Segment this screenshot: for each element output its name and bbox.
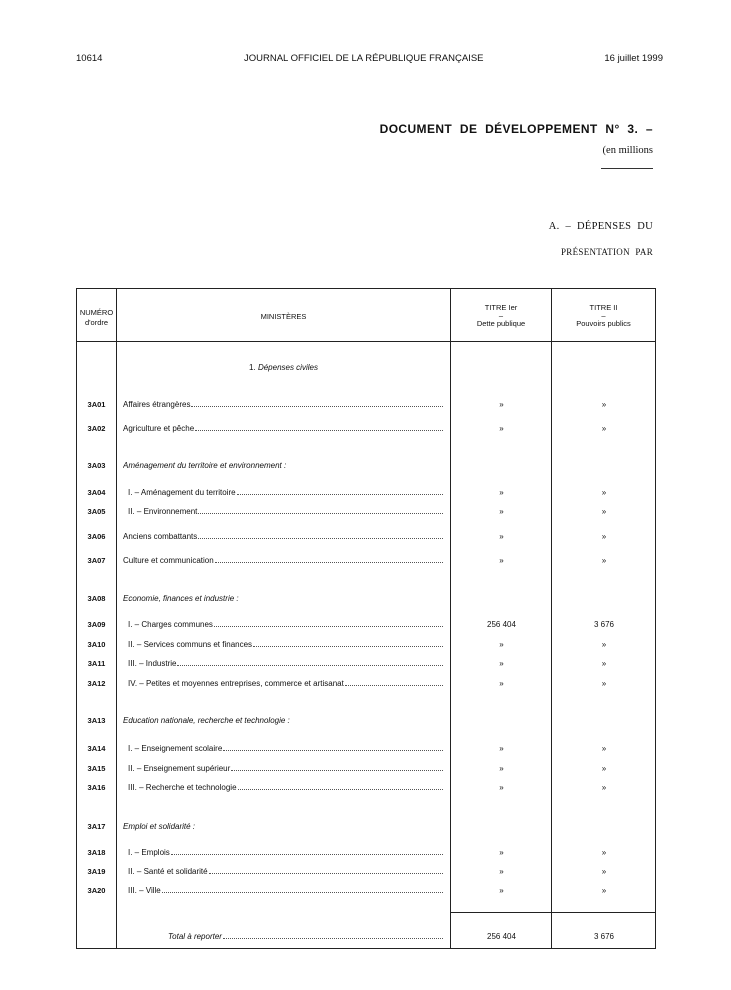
row-value-titre1: » bbox=[499, 744, 504, 753]
row-label bbox=[128, 488, 443, 497]
row-code: 3A17 bbox=[87, 822, 106, 831]
leader-dots bbox=[214, 626, 443, 627]
row-label-text: I. – Aménagement du territoire bbox=[128, 488, 236, 497]
row-label-text: I. – Enseignement scolaire bbox=[128, 744, 223, 753]
row-label bbox=[128, 620, 443, 629]
row-label bbox=[128, 659, 443, 668]
presentation-heading: PRÉSENTATION PAR bbox=[560, 247, 653, 257]
page-number: 10614 bbox=[76, 53, 103, 64]
journal-title: JOURNAL OFFICIEL DE LA RÉPUBLIQUE FRANÇAISE bbox=[244, 53, 484, 64]
row-label-text: Emploi et solidarité : bbox=[123, 822, 196, 831]
header-numero-line1: NUMÉRO bbox=[79, 308, 114, 317]
header-bottom-rule bbox=[76, 341, 656, 342]
leader-dots bbox=[198, 513, 443, 514]
row-label-text: Affaires étrangères bbox=[123, 400, 191, 409]
header-numero bbox=[77, 308, 116, 328]
row-code: 3A16 bbox=[87, 783, 106, 792]
leader-dots bbox=[191, 406, 443, 407]
leader-dots bbox=[177, 665, 443, 666]
row-label-text: II. – Enseignement supérieur bbox=[128, 764, 231, 773]
leader-dots bbox=[223, 938, 443, 939]
row-value-titre1: » bbox=[499, 532, 504, 541]
leader-dots bbox=[253, 646, 443, 647]
row-code: 3A13 bbox=[87, 716, 106, 725]
leader-dots bbox=[209, 873, 443, 874]
row-value-titre2: » bbox=[601, 744, 607, 753]
leader-dots bbox=[162, 892, 443, 893]
total-top-rule bbox=[450, 912, 656, 913]
header-titre1 bbox=[451, 303, 551, 329]
row-label bbox=[128, 886, 443, 895]
row-label bbox=[128, 783, 443, 792]
row-code: 3A10 bbox=[87, 640, 106, 649]
row-code: 3A19 bbox=[87, 867, 106, 876]
row-label bbox=[123, 424, 443, 433]
row-code: 3A11 bbox=[87, 659, 106, 668]
row-code: 3A15 bbox=[87, 764, 106, 773]
header-titre1-line3: Dette publique bbox=[476, 319, 526, 328]
row-value-titre1: » bbox=[499, 679, 504, 688]
row-value-titre1: » bbox=[499, 764, 504, 773]
row-label-text: Economie, finances et industrie : bbox=[123, 594, 239, 603]
row-value-titre1: » bbox=[499, 424, 504, 433]
row-code: 3A08 bbox=[87, 594, 106, 603]
total-label bbox=[168, 932, 443, 941]
row-label-text: II. – Services communs et finances bbox=[128, 640, 253, 649]
row-label bbox=[128, 744, 443, 753]
row-label bbox=[128, 507, 443, 516]
leader-dots bbox=[223, 750, 443, 751]
row-value-titre1: » bbox=[499, 886, 504, 895]
header-titre1-line2: – bbox=[498, 311, 504, 320]
row-group-heading bbox=[123, 461, 443, 470]
row-value-titre2: » bbox=[601, 679, 607, 688]
row-label-text: II. – Environnement bbox=[128, 507, 198, 516]
row-code: 3A01 bbox=[87, 400, 106, 409]
unit-note: (en millions bbox=[602, 145, 653, 156]
row-label bbox=[128, 640, 443, 649]
table-top-rule bbox=[76, 288, 656, 289]
row-code: 3A18 bbox=[87, 848, 106, 857]
header-titre2-line2: – bbox=[601, 311, 606, 320]
row-value-titre2: » bbox=[601, 848, 607, 857]
row-value-titre1: » bbox=[499, 783, 504, 792]
row-code: 3A06 bbox=[87, 532, 106, 541]
row-code: 3A07 bbox=[87, 556, 106, 565]
row-label-text: Agriculture et pêche bbox=[123, 424, 195, 433]
leader-dots bbox=[198, 538, 443, 539]
row-code: 3A09 bbox=[87, 620, 106, 629]
row-label bbox=[128, 867, 443, 876]
table-bottom-rule bbox=[76, 948, 656, 949]
leader-dots bbox=[238, 789, 443, 790]
row-value-titre1: » bbox=[499, 640, 504, 649]
row-code: 3A20 bbox=[87, 886, 106, 895]
row-value-titre2: » bbox=[601, 659, 607, 668]
unit-rule bbox=[601, 168, 653, 169]
row-label-text: IV. – Petites et moyennes entreprises, commerce et artisanat bbox=[128, 679, 344, 688]
row-label-text: I. – Charges communes bbox=[128, 620, 213, 629]
row-value-titre1: » bbox=[499, 400, 504, 409]
header-ministeres: MINISTÈRES bbox=[260, 312, 307, 321]
row-code: 3A14 bbox=[87, 744, 106, 753]
row-label-text: III. – Industrie bbox=[128, 659, 177, 668]
row-code: 3A05 bbox=[87, 507, 106, 516]
total-value-titre2: 3 676 bbox=[593, 932, 615, 941]
row-label-text: Culture et communication bbox=[123, 556, 214, 565]
section-title-text: Dépenses civiles bbox=[257, 363, 318, 372]
row-label bbox=[123, 556, 443, 565]
row-label bbox=[128, 764, 443, 773]
row-label-text: Anciens combattants bbox=[123, 532, 198, 541]
row-value-titre2: » bbox=[601, 424, 607, 433]
row-value-titre2: » bbox=[601, 556, 607, 565]
col-rule-2 bbox=[116, 288, 117, 949]
row-code: 3A02 bbox=[87, 424, 106, 433]
row-group-heading bbox=[123, 594, 443, 603]
leader-dots bbox=[215, 562, 443, 563]
leader-dots bbox=[345, 685, 443, 686]
row-value-titre2: » bbox=[601, 532, 607, 541]
row-label bbox=[123, 532, 443, 541]
row-label-text: II. – Santé et solidarité bbox=[128, 867, 208, 876]
row-label bbox=[128, 679, 443, 688]
row-value-titre1: » bbox=[499, 659, 504, 668]
row-group-heading bbox=[123, 822, 443, 831]
total-label-text: Total à reporter bbox=[168, 932, 222, 941]
leader-dots bbox=[231, 770, 443, 771]
row-value-titre1: 256 404 bbox=[487, 620, 516, 629]
row-value-titre2: » bbox=[601, 400, 607, 409]
row-label-text: I. – Emplois bbox=[128, 848, 170, 857]
row-value-titre2: » bbox=[601, 867, 607, 876]
col-rule-3 bbox=[450, 288, 451, 949]
row-value-titre2: » bbox=[601, 507, 607, 516]
header-titre2-line1: TITRE II bbox=[589, 303, 618, 312]
row-value-titre1: » bbox=[499, 488, 504, 497]
row-code: 3A04 bbox=[87, 488, 106, 497]
row-label bbox=[128, 848, 443, 857]
row-value-titre1: » bbox=[499, 867, 504, 876]
leader-dots bbox=[237, 494, 443, 495]
row-label-text: III. – Ville bbox=[128, 886, 161, 895]
leader-dots bbox=[195, 430, 443, 431]
section-title: 1. Dépenses civiles bbox=[249, 363, 318, 372]
document-title: DOCUMENT DE DÉVELOPPEMENT N° 3. – bbox=[379, 122, 653, 136]
row-label bbox=[123, 400, 443, 409]
row-value-titre1: » bbox=[499, 848, 504, 857]
row-value-titre1: » bbox=[499, 556, 504, 565]
row-label-text: Education nationale, recherche et technologie : bbox=[123, 716, 290, 725]
row-value-titre2: » bbox=[601, 488, 607, 497]
header-titre2-line3: Pouvoirs publics bbox=[576, 319, 631, 328]
leader-dots bbox=[171, 854, 443, 855]
header-titre1-line1: TITRE Ier bbox=[484, 303, 518, 312]
row-value-titre2: » bbox=[601, 886, 607, 895]
row-group-heading bbox=[123, 716, 443, 725]
row-label-text: Aménagement du territoire et environnement : bbox=[123, 461, 287, 470]
total-value-titre1: 256 404 bbox=[487, 932, 516, 941]
row-value-titre2: 3 676 bbox=[593, 620, 615, 629]
row-value-titre2: » bbox=[601, 764, 607, 773]
header-titre2 bbox=[552, 303, 655, 329]
row-value-titre1: » bbox=[499, 507, 504, 516]
section-heading: A. – DÉPENSES DU bbox=[548, 221, 653, 232]
row-label-text: III. – Recherche et technologie bbox=[128, 783, 237, 792]
publication-date: 16 juillet 1999 bbox=[604, 53, 663, 64]
header-numero-line2: d'ordre bbox=[84, 318, 109, 327]
row-value-titre2: » bbox=[601, 640, 607, 649]
row-code: 3A12 bbox=[87, 679, 106, 688]
row-code: 3A03 bbox=[87, 461, 106, 470]
row-value-titre2: » bbox=[601, 783, 607, 792]
